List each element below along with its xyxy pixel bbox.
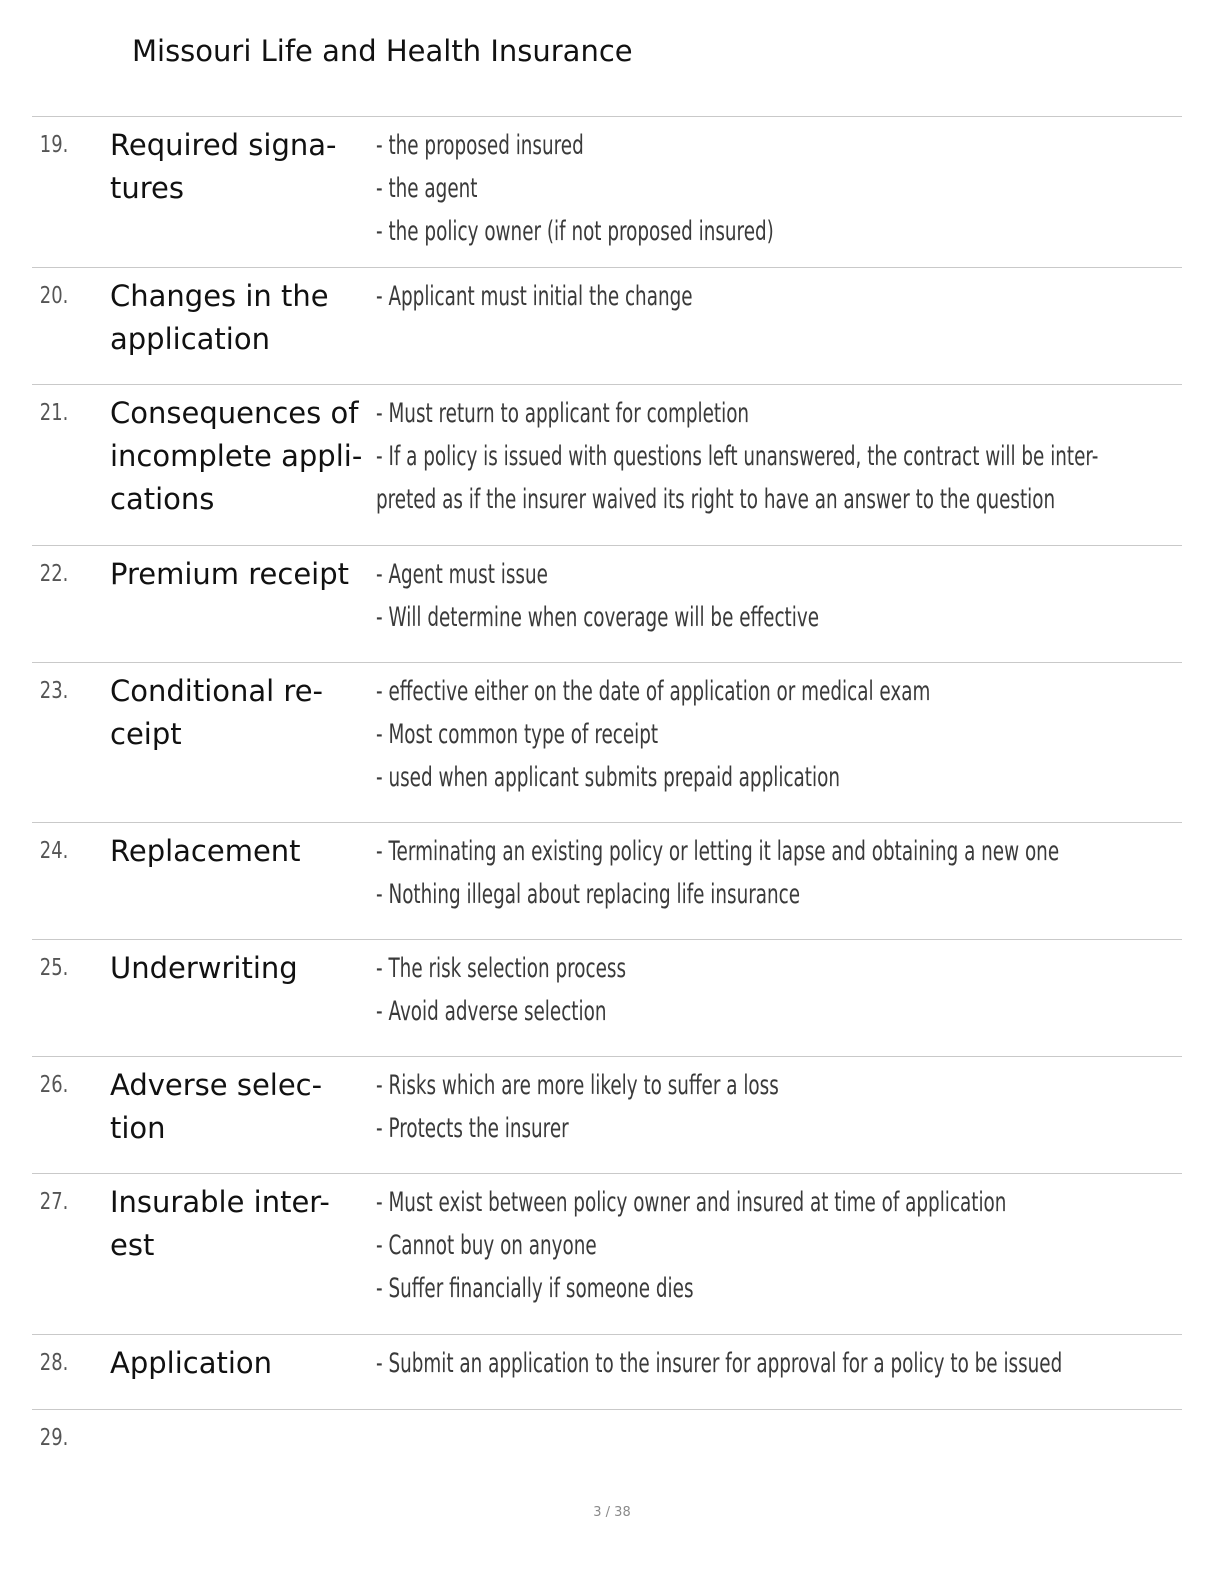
definition-line: - Applicant must initial the change	[376, 281, 693, 312]
page-title: Missouri Life and Health Insurance	[132, 34, 633, 68]
definition	[376, 947, 1182, 1056]
flashcard-row	[32, 940, 1182, 1057]
definition-line: - used when applicant submits prepaid application	[376, 762, 840, 793]
definition	[376, 553, 1182, 662]
term-line: Changes in the	[110, 279, 329, 313]
row-number: 25.	[39, 955, 69, 981]
term	[110, 553, 376, 662]
row-number: 29.	[39, 1425, 69, 1451]
term-line: Required signa-	[110, 128, 337, 162]
term	[110, 830, 376, 939]
flashcard-row	[32, 823, 1182, 940]
flashcard-row	[32, 117, 1182, 268]
page-number: 3 / 38	[593, 1505, 631, 1520]
definition	[376, 1064, 1182, 1173]
flashcard-row	[32, 268, 1182, 385]
definition-line: preted as if the insurer waived its right to have an answer to the question	[376, 484, 1056, 515]
definition-line: - The risk selection process	[376, 953, 627, 984]
definition-line: - Must return to applicant for completion	[376, 398, 750, 429]
definition-line: - Protects the insurer	[376, 1113, 569, 1144]
definition-line: - the agent	[376, 173, 478, 204]
definition-line: - If a policy is issued with questions left unanswered, the contract will be inter-	[376, 441, 1099, 472]
term-line: Insurable inter-	[110, 1185, 330, 1219]
row-number: 24.	[39, 838, 69, 864]
row-number: 27.	[39, 1189, 69, 1215]
definition	[376, 392, 1224, 545]
term	[110, 275, 376, 384]
row-number: 26.	[39, 1072, 69, 1098]
term-line: ceipt	[110, 717, 182, 751]
term	[110, 947, 376, 1056]
term-line: Premium receipt	[110, 557, 350, 591]
flashcard-row	[32, 546, 1182, 663]
definition-line: - the proposed insured	[376, 130, 584, 161]
term	[110, 1181, 376, 1334]
definition-line: - Nothing illegal about replacing life insurance	[376, 879, 801, 910]
definition-line: - Submit an application to the insurer for approval for a policy to be issued	[376, 1348, 1063, 1379]
term	[110, 124, 376, 267]
term-line: Consequences of	[110, 396, 359, 430]
term	[110, 1342, 376, 1409]
definition-line: - Agent must issue	[376, 559, 548, 590]
flashcard-row	[32, 1174, 1182, 1335]
flashcard-row	[32, 663, 1182, 823]
term-line: tion	[110, 1111, 166, 1145]
row-number: 19.	[39, 132, 69, 158]
term-line: Adverse selec-	[110, 1068, 323, 1102]
term-line: tures	[110, 171, 184, 205]
definition	[376, 670, 1191, 822]
definition-line: - Most common type of receipt	[376, 719, 659, 750]
term-line: cations	[110, 482, 215, 516]
flashcard-row	[32, 385, 1182, 546]
definition-line: - Suffer financially if someone dies	[376, 1273, 694, 1304]
definition	[376, 1342, 1224, 1409]
definition	[376, 124, 1182, 267]
definition-line: - effective either on the date of application or medical exam	[376, 676, 931, 707]
definition	[376, 275, 1182, 384]
definition-line: - Terminating an existing policy or letting it lapse and obtaining a new one	[376, 836, 1060, 867]
definition-line: - Cannot buy on anyone	[376, 1230, 597, 1261]
term-line: Conditional re-	[110, 674, 324, 708]
flashcard-row	[32, 1057, 1182, 1174]
term-line: Application	[110, 1346, 273, 1380]
term-line: est	[110, 1228, 155, 1262]
flashcard-row	[32, 1335, 1182, 1410]
row-number: 20.	[39, 283, 69, 309]
row-number: 23.	[39, 678, 69, 704]
term-line: Replacement	[110, 834, 301, 868]
term-line: incomplete appli-	[110, 439, 363, 473]
definition-line: - the policy owner (if not proposed insured)	[376, 216, 774, 247]
flashcard-list	[32, 116, 1182, 1460]
row-number: 22.	[39, 561, 69, 587]
definition-line: - Risks which are more likely to suffer a loss	[376, 1070, 779, 1101]
flashcard-row-partial	[32, 1410, 1182, 1460]
term	[110, 670, 376, 822]
row-number: 28.	[39, 1350, 69, 1376]
definition-line: - Will determine when coverage will be effective	[376, 602, 820, 633]
definition	[376, 1181, 1224, 1334]
term-line: Underwriting	[110, 951, 298, 985]
definition-line: - Avoid adverse selection	[376, 996, 607, 1027]
term	[110, 1064, 376, 1173]
definition-line: - Must exist between policy owner and insured at time of application	[376, 1187, 1007, 1218]
term	[110, 392, 376, 545]
term-line: application	[110, 322, 270, 356]
definition	[376, 830, 1224, 939]
row-number: 21.	[39, 400, 69, 426]
